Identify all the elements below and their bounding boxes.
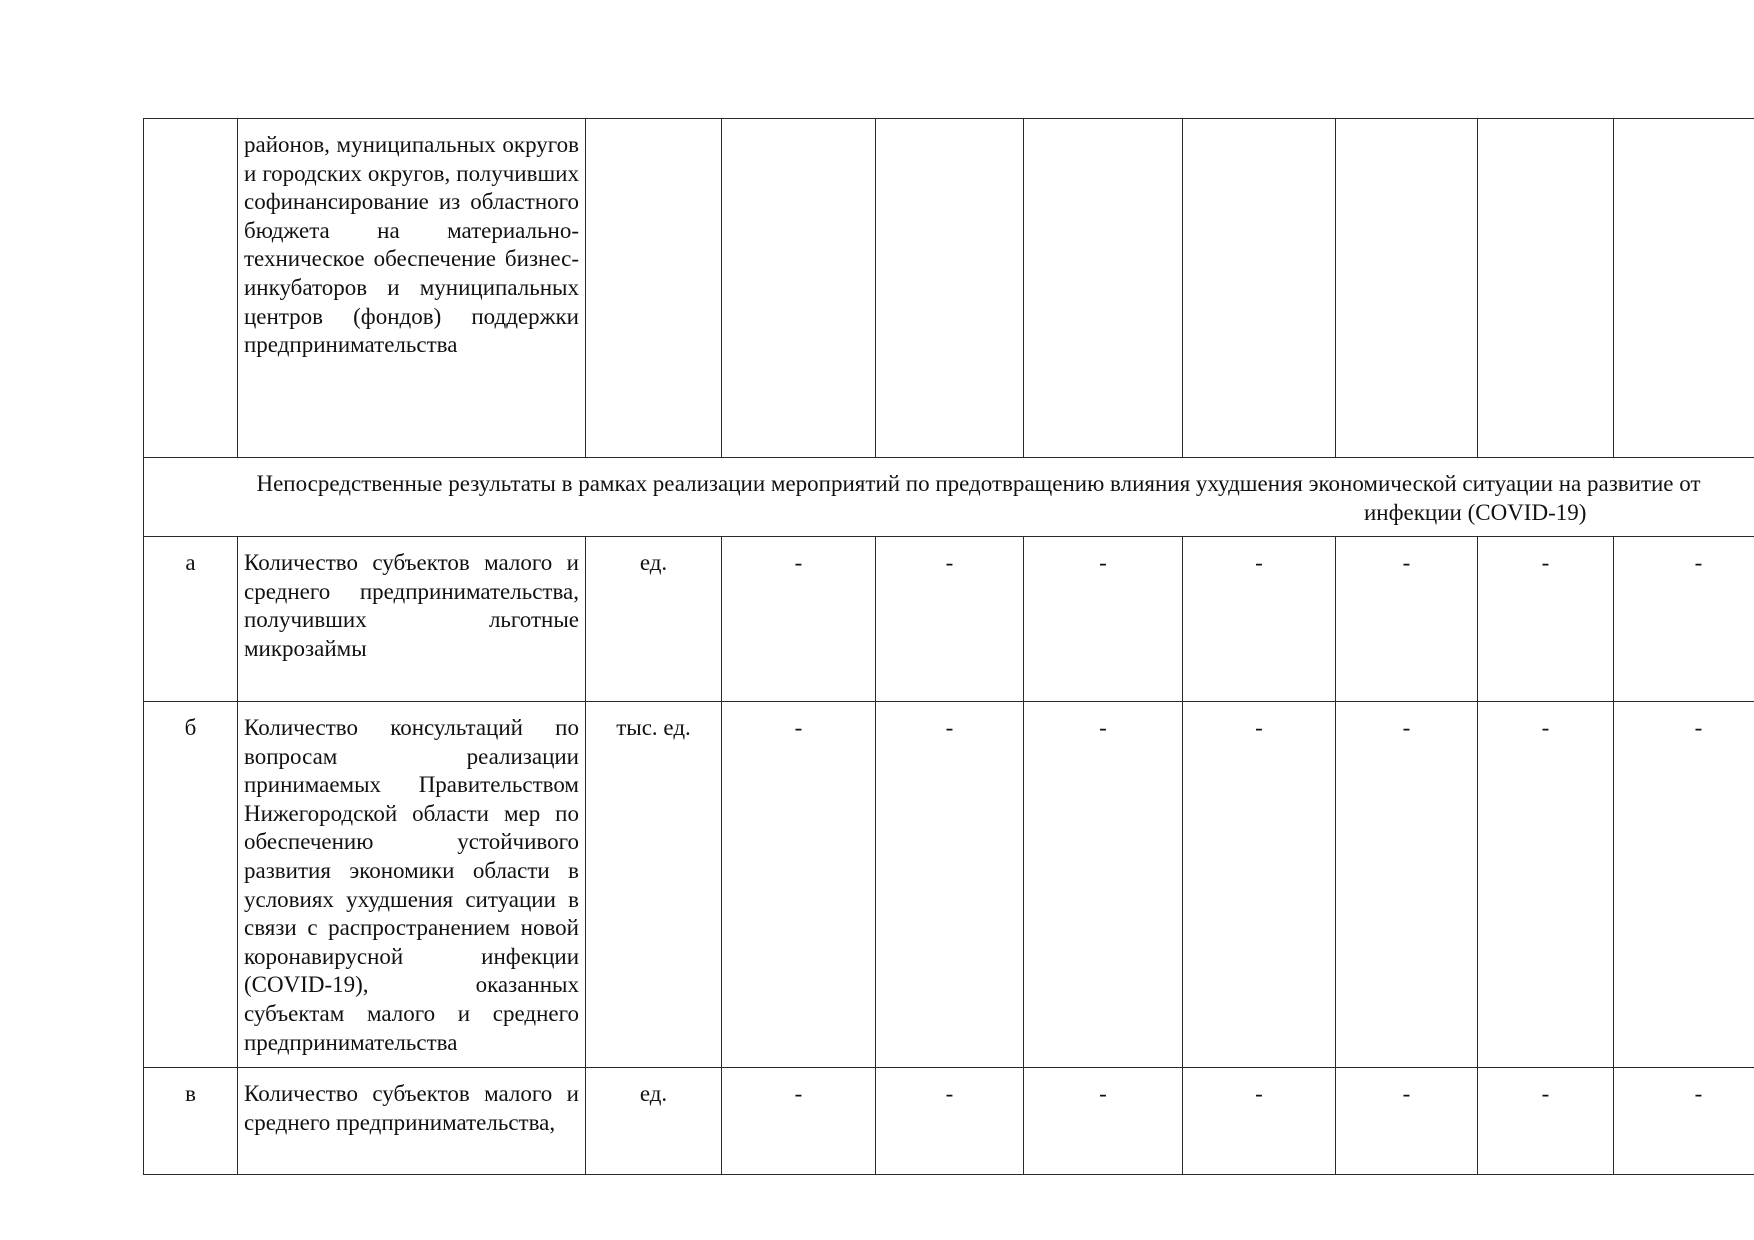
value-cell <box>1336 119 1478 458</box>
row-number-cell <box>144 702 238 1068</box>
value: - <box>1402 550 1411 575</box>
value: - <box>1099 1081 1107 1107</box>
value: - <box>1099 550 1107 575</box>
row-number: а <box>185 550 196 575</box>
value: - <box>794 1081 803 1107</box>
unit-label: ед. <box>639 550 668 575</box>
value-cell <box>722 537 876 702</box>
unit-cell <box>586 702 722 1068</box>
value: - <box>1255 550 1263 575</box>
value-cell <box>1024 702 1183 1068</box>
row-number-cell <box>144 119 238 458</box>
value-cell <box>876 537 1024 702</box>
value-cell <box>1614 702 1754 1068</box>
indicator-name-cell <box>238 537 586 702</box>
value-cell <box>1478 119 1614 458</box>
value-cell <box>1183 1068 1336 1175</box>
value: - <box>794 550 803 575</box>
value-cell <box>876 702 1024 1068</box>
value-cell <box>1614 1068 1754 1175</box>
value: - <box>1694 715 1703 740</box>
value-cell <box>1478 702 1614 1068</box>
value: - <box>945 715 954 740</box>
indicator-name-cell <box>238 702 586 1068</box>
indicator-name: районов, муниципальных округов и городских округов, получивших софинансирование из областного бюджета на материально-техническое обеспечение бизнес-инкубаторов и муниципальных центров (фондов) поддержки предпринимательства <box>244 132 579 358</box>
value-cell <box>1183 537 1336 702</box>
value-cell <box>1478 1068 1614 1175</box>
value-cell <box>1478 537 1614 702</box>
indicators-table <box>143 118 1754 1175</box>
section-header-cell <box>144 458 1754 537</box>
indicator-name-cell <box>238 1068 586 1175</box>
value: - <box>945 1081 954 1107</box>
value: - <box>945 550 954 575</box>
row-number-cell <box>144 1068 238 1175</box>
value-cell <box>1183 702 1336 1068</box>
value-cell <box>1336 702 1478 1068</box>
value: - <box>1099 715 1107 740</box>
table-row <box>144 702 1754 1068</box>
value: - <box>1402 1081 1411 1107</box>
indicator-name-cell <box>238 119 586 458</box>
value: - <box>1402 715 1411 740</box>
value-cell <box>722 702 876 1068</box>
unit-label: тыс. ед. <box>616 715 691 740</box>
value-cell <box>1614 119 1754 458</box>
unit-cell <box>586 537 722 702</box>
unit-cell <box>586 119 722 458</box>
value-cell <box>1024 1068 1183 1175</box>
value: - <box>1694 1081 1703 1107</box>
value-cell <box>876 119 1024 458</box>
indicator-name: Количество субъектов малого и среднего предпринимательства, <box>244 1081 579 1135</box>
row-number-cell <box>144 537 238 702</box>
value: - <box>1541 715 1550 740</box>
value-cell <box>1024 537 1183 702</box>
value: - <box>1694 550 1703 575</box>
value-cell <box>1024 119 1183 458</box>
value: - <box>1255 1081 1263 1107</box>
indicator-name: Количество субъектов малого и среднего предпринимательства, получивших льготные микрозаймы <box>244 550 579 661</box>
value-cell <box>1336 537 1478 702</box>
unit-label: ед. <box>639 1081 668 1107</box>
section-header-line2: инфекции (COVID-19) <box>1364 499 1587 525</box>
value-cell <box>1336 1068 1478 1175</box>
value-cell <box>722 1068 876 1175</box>
unit-cell <box>586 1068 722 1175</box>
section-header-row <box>144 458 1754 537</box>
value: - <box>1255 715 1263 740</box>
indicator-name: Количество консультаций по вопросам реализации принимаемых Правительством Нижегородской области мер по обеспечению устойчивого развития экономики области в условиях ухудшения ситуации в связи с распространением новой коронавирусной инфекции (COVID-19), оказанных субъектам малого и среднего предпринимательства <box>244 715 579 1055</box>
value: - <box>1541 550 1550 575</box>
value-cell <box>876 1068 1024 1175</box>
table-row <box>144 1068 1754 1175</box>
table-row <box>144 537 1754 702</box>
section-header-line1: Непосредственные результаты в рамках реализации мероприятий по предотвращению влияния ухудшения экономической ситуации на развитие от <box>256 471 1701 496</box>
table-row <box>144 119 1754 458</box>
value-cell <box>1183 119 1336 458</box>
row-number: в <box>185 1081 196 1107</box>
value: - <box>794 715 803 740</box>
value-cell <box>1614 537 1754 702</box>
value: - <box>1541 1081 1550 1107</box>
row-number: б <box>184 715 197 740</box>
value-cell <box>722 119 876 458</box>
